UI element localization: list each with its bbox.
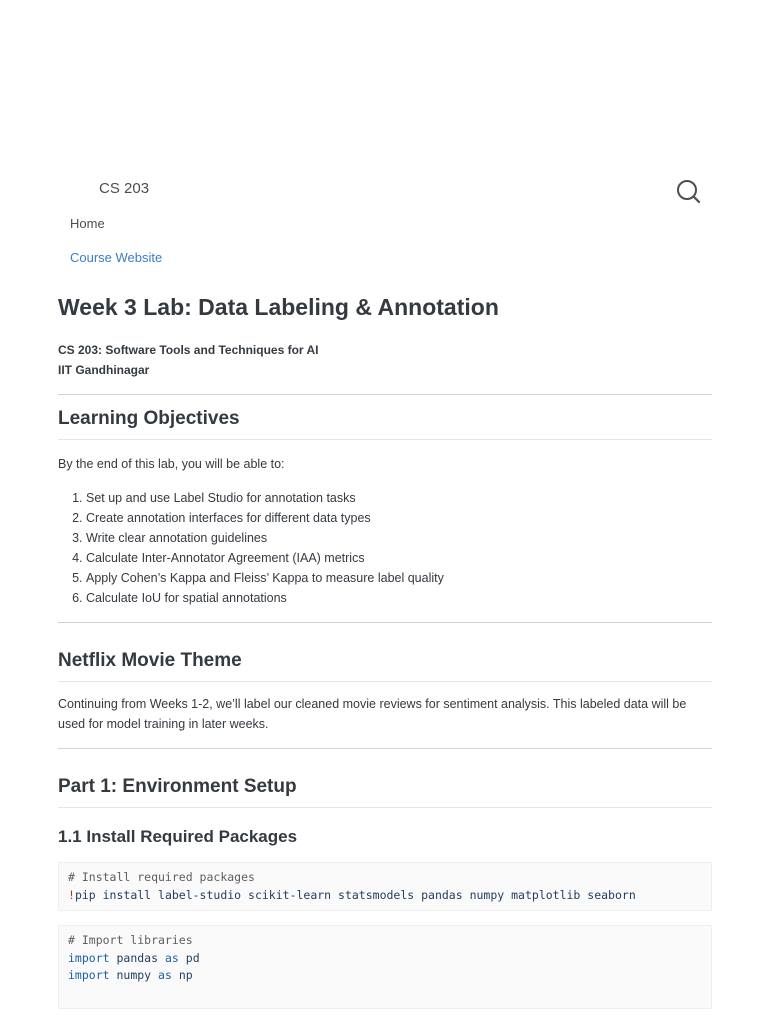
search-icon[interactable] [674, 177, 702, 205]
page-title: Week 3 Lab: Data Labeling & Annotation [58, 294, 499, 320]
code-alias: pd [185, 950, 200, 965]
section-heading: Netflix Movie Theme [58, 637, 712, 682]
divider [58, 748, 712, 749]
section-netflix-theme [58, 637, 712, 734]
list-item: 4. Calculate Inter-Annotator Agreement (IAA) metrics [86, 548, 712, 568]
section-learning-objectives [58, 395, 712, 608]
nav-item-home[interactable]: Home [70, 216, 105, 231]
main-content [58, 290, 712, 1009]
code-block-imports[interactable] [58, 925, 712, 1009]
nav-item-course-website[interactable]: Course Website [70, 250, 163, 265]
code-keyword: as [158, 968, 172, 982]
subsection-heading: 1.1 Install Required Packages [58, 827, 298, 846]
code-keyword: as [164, 950, 179, 965]
list-item: 3. Write clear annotation guidelines [86, 528, 712, 548]
code-comment: # Install required packages [68, 870, 255, 884]
site-title[interactable]: CS 203 [99, 180, 150, 197]
code-module: pandas [116, 950, 159, 965]
objectives-list [58, 488, 712, 608]
sidebar-nav [70, 214, 162, 282]
list-item: 6. Calculate IoU for spatial annotations [86, 588, 712, 608]
section-text: Continuing from Weeks 1-2, we’ll label our cleaned movie reviews for sentiment analysis. This labeled data will be used for model training in later weeks. [58, 697, 687, 731]
code-command: pip install label-studio scikit-learn statsmodels pandas numpy matplotlib seaborn [74, 887, 636, 902]
list-item: 5. Apply Cohen’s Kappa and Fleiss’ Kappa to measure label quality [86, 568, 712, 588]
section-heading: Learning Objectives [58, 395, 712, 440]
code-module: numpy [116, 968, 152, 982]
section-heading: Part 1: Environment Setup [58, 763, 712, 808]
code-keyword: import [68, 950, 110, 965]
course-name: CS 203: Software Tools and Techniques for AI [58, 343, 319, 357]
section-intro: By the end of this lab, you will be able to: [58, 457, 285, 471]
code-block-install[interactable] [58, 862, 712, 911]
course-meta [58, 340, 712, 380]
top-bar [0, 168, 768, 212]
code-comment: # Import libraries [68, 933, 193, 947]
section-part1 [58, 763, 712, 1009]
institution-name: IIT Gandhinagar [58, 363, 150, 377]
list-item: 1. Set up and use Label Studio for annotation tasks [86, 488, 712, 508]
code-alias: np [178, 968, 193, 982]
list-item: 2. Create annotation interfaces for different data types [86, 508, 712, 528]
code-keyword: import [68, 968, 110, 982]
code-bang: ! [68, 887, 75, 902]
divider [58, 622, 712, 623]
